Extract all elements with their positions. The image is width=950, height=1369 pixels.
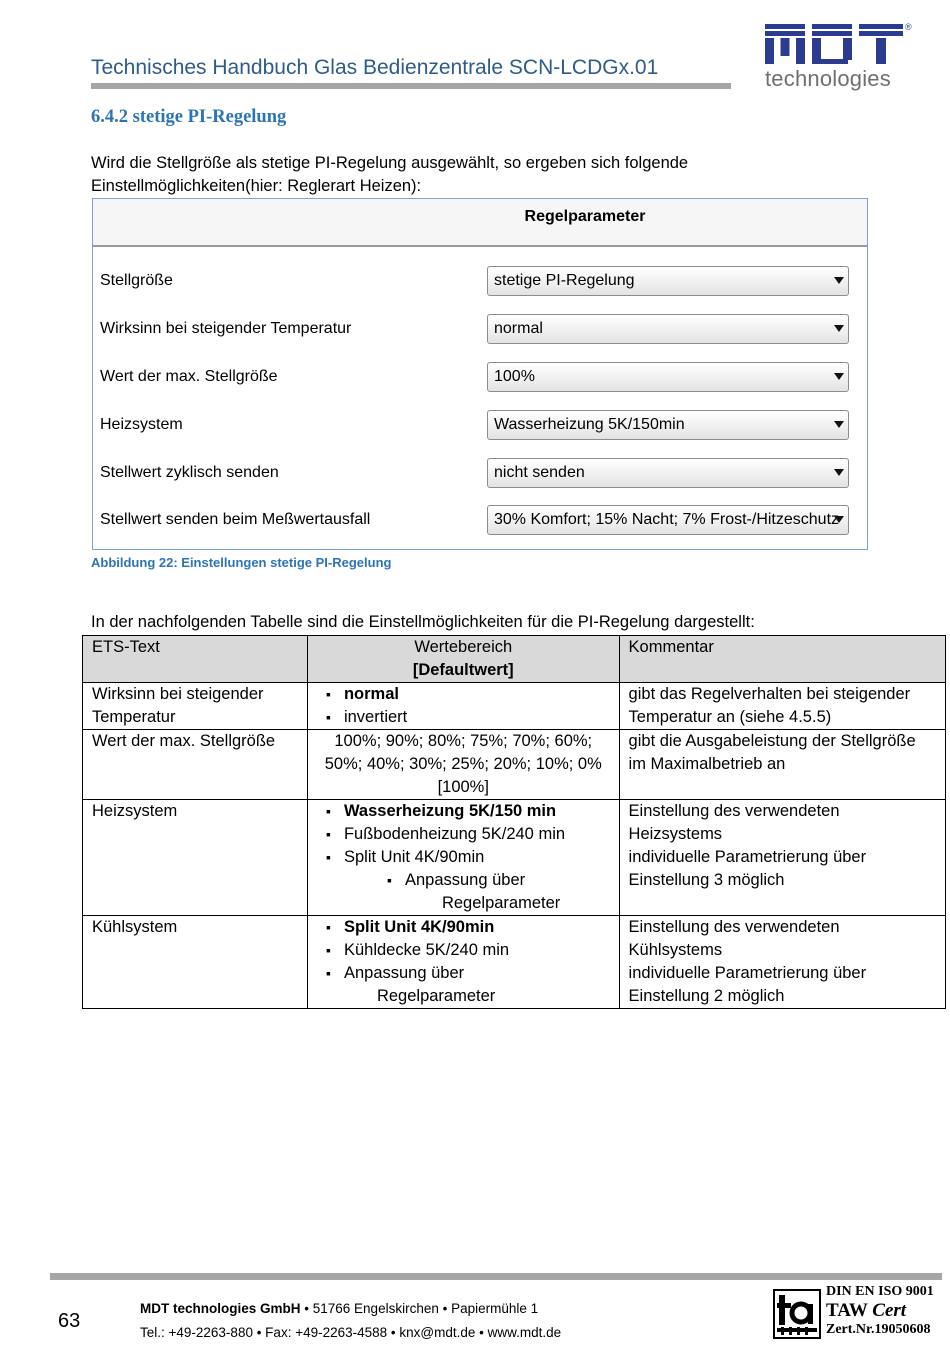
ets-text-cell: Heizsystem	[83, 800, 308, 916]
comment-cell	[619, 800, 945, 916]
header-wertebereich-label: Wertebereich	[414, 638, 513, 656]
dropdown-arrow-icon[interactable]	[834, 325, 844, 332]
value-item: ▪ Split Unit 4K/90min	[317, 846, 610, 869]
taw-cert-logo	[773, 1289, 821, 1339]
ets-text-line: Wirksinn bei steigender	[92, 685, 264, 703]
mdt-logo-mark	[765, 22, 905, 66]
param-label: Wirksinn bei steigender Temperatur	[100, 320, 352, 337]
value-range-cell	[307, 800, 619, 916]
value-item: ▪ Anpassung über	[317, 962, 610, 985]
comment-line: Einstellung des verwendeten	[628, 802, 840, 820]
value-range-cell	[307, 730, 619, 800]
value-range-cell	[307, 916, 619, 1009]
ets-text-cell: Wert der max. Stellgröße	[83, 730, 308, 800]
page-number: 63	[58, 1310, 81, 1332]
messwertausfall-dropdown[interactable]	[487, 505, 849, 535]
header-defaultwert-label: [Defaultwert]	[412, 661, 514, 679]
section-heading: 6.4.2 stetige PI-Regelung	[91, 107, 287, 127]
param-row-stellgroesse	[93, 266, 867, 298]
footer-divider	[50, 1273, 942, 1280]
registered-mark: ®	[905, 22, 912, 32]
cert-name-taw: TAW	[826, 1300, 868, 1321]
company-name: MDT technologies GmbH	[140, 1301, 301, 1316]
dropdown-value: normal	[494, 320, 543, 337]
comment-line: im Maximalbetrieb an	[628, 755, 786, 773]
ets-text-cell	[83, 683, 308, 730]
parameter-dialog	[92, 198, 868, 550]
header-ets-text: ETS-Text	[83, 636, 308, 683]
value-item-default: ▪ normal	[317, 683, 610, 706]
table-row	[83, 683, 946, 730]
table-row	[83, 916, 946, 1009]
comment-line: Einstellung des verwendeten	[628, 918, 840, 936]
header-kommentar: Kommentar	[619, 636, 945, 683]
parameter-table	[82, 635, 946, 1009]
heizsystem-dropdown[interactable]	[487, 410, 849, 440]
comment-line: Einstellung 2 möglich	[628, 987, 785, 1005]
footer-company	[140, 1301, 538, 1316]
comment-cell	[619, 916, 945, 1009]
param-label: Stellgröße	[100, 272, 173, 289]
value-subitem: ▪ Anpassung über	[317, 869, 610, 892]
header-divider	[91, 83, 731, 89]
intro-line: Einstellmöglichkeiten(hier: Reglerart Heizen):	[91, 177, 422, 195]
dropdown-arrow-icon[interactable]	[834, 516, 844, 523]
param-row-wirksinn	[93, 314, 867, 346]
param-label: Heizsystem	[100, 416, 183, 433]
stellgroesse-dropdown[interactable]	[487, 266, 849, 296]
dropdown-arrow-icon[interactable]	[834, 373, 844, 380]
value-item-default: ▪ Wasserheizung 5K/150 min	[317, 800, 610, 823]
zyklisch-senden-dropdown[interactable]	[487, 458, 849, 488]
ets-text-line: Temperatur	[92, 708, 176, 726]
comment-line: individuelle Parametrierung über	[628, 848, 867, 866]
value-item: ▪ Kühldecke 5K/240 min	[317, 939, 610, 962]
range-line: 50%; 40%; 30%; 25%; 20%; 10%; 0%	[324, 755, 602, 773]
value-item: ▪ Fußbodenheizung 5K/240 min	[317, 823, 610, 846]
value-item-continuation: Regelparameter	[376, 987, 496, 1005]
document-title: Technisches Handbuch Glas Bedienzentrale SCN-LCDGx.01	[91, 56, 659, 79]
company-address: • 51766 Engelskirchen • Papiermühle 1	[304, 1301, 539, 1316]
dropdown-value: 30% Komfort; 15% Nacht; 7% Frost-/Hitzeschutz	[494, 511, 840, 528]
header-wertebereich	[307, 636, 619, 683]
table-row	[83, 730, 946, 800]
dialog-header	[93, 199, 867, 247]
comment-cell	[619, 683, 945, 730]
param-row-zyklisch-senden	[93, 458, 867, 490]
value-list	[317, 916, 610, 985]
param-label: Wert der max. Stellgröße	[100, 368, 278, 385]
comment-line: Temperatur an (siehe 4.5.5)	[628, 708, 832, 726]
comment-line: gibt die Ausgabeleistung der Stellgröße	[628, 732, 916, 750]
param-label: Stellwert senden beim Meßwertausfall	[100, 511, 371, 528]
value-subitem-continuation: Regelparameter	[441, 894, 561, 912]
comment-line: gibt das Regelverhalten bei steigender	[628, 685, 911, 703]
dropdown-arrow-icon[interactable]	[834, 421, 844, 428]
logo-subtext: technologies	[765, 66, 891, 91]
comment-cell	[619, 730, 945, 800]
dropdown-value: stetige PI-Regelung	[494, 272, 635, 289]
dropdown-value: 100%	[494, 368, 535, 385]
param-label: Stellwert zyklisch senden	[100, 464, 279, 481]
cert-name-cert: Cert	[872, 1300, 907, 1321]
value-range-cell	[307, 683, 619, 730]
dropdown-value: nicht senden	[494, 464, 585, 481]
certification-text	[826, 1284, 934, 1338]
intro-paragraph	[91, 152, 731, 198]
comment-line: Kühlsystems	[628, 941, 723, 959]
taw-logo-icon	[775, 1291, 819, 1337]
cert-standard: DIN EN ISO 9001	[826, 1284, 934, 1299]
dropdown-arrow-icon[interactable]	[834, 469, 844, 476]
param-row-max-stellgroesse	[93, 362, 867, 394]
value-item-default: ▪ Split Unit 4K/90min	[317, 916, 610, 939]
value-item: ▪ invertiert	[317, 706, 610, 729]
table-header-row	[83, 636, 946, 683]
dialog-title: Regelparameter	[524, 208, 646, 225]
comment-line: Einstellung 3 möglich	[628, 871, 785, 889]
param-row-messwertausfall	[93, 505, 867, 537]
param-row-heizsystem	[93, 410, 867, 442]
table-intro: In der nachfolgenden Tabelle sind die Einstellmöglichkeiten für die PI-Regelung dargestellt:	[91, 613, 755, 631]
comment-line: Heizsystems	[628, 825, 723, 843]
intro-line: Wird die Stellgröße als stetige PI-Regelung ausgewählt, so ergeben sich folgende	[91, 154, 689, 172]
dropdown-arrow-icon[interactable]	[834, 277, 844, 284]
value-list	[317, 800, 610, 892]
default-value: [100%]	[437, 778, 489, 796]
ets-text-cell: Kühlsystem	[83, 916, 308, 1009]
footer-contact: Tel.: +49-2263-880 • Fax: +49-2263-4588 • knx@mdt.de • www.mdt.de	[140, 1325, 562, 1340]
wirksinn-dropdown[interactable]	[487, 314, 849, 344]
cert-number: Zert.Nr.19050608	[826, 1322, 931, 1337]
max-stellgroesse-dropdown[interactable]	[487, 362, 849, 392]
value-list	[317, 683, 610, 729]
figure-caption: Abbildung 22: Einstellungen stetige PI-Regelung	[91, 555, 392, 570]
dropdown-value: Wasserheizung 5K/150min	[494, 416, 685, 433]
mdt-logo	[765, 22, 913, 94]
range-line: 100%; 90%; 80%; 75%; 70%; 60%;	[334, 732, 593, 750]
comment-line: individuelle Parametrierung über	[628, 964, 867, 982]
cert-name	[826, 1300, 934, 1322]
table-row	[83, 800, 946, 916]
